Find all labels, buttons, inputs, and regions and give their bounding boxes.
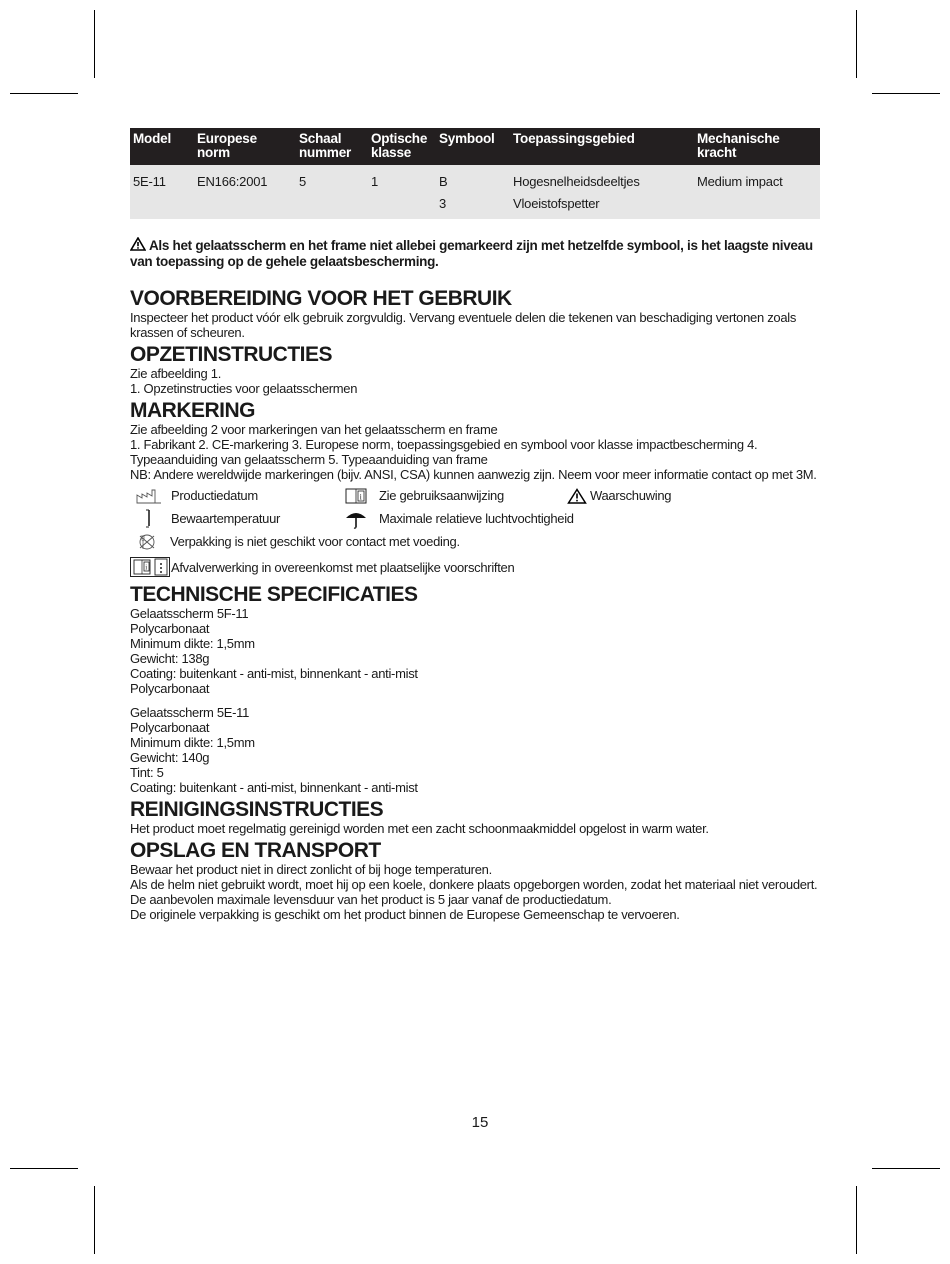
svg-text:i: i [145, 563, 147, 572]
cell-symbol: B 3 [436, 165, 510, 219]
section-title: VOORBEREIDING VOOR HET GEBRUIK [130, 287, 512, 310]
header-optical-class: Optische klasse [368, 128, 436, 165]
symbol-row [130, 507, 820, 530]
page-content [130, 128, 820, 922]
symbol-row [130, 484, 820, 507]
symbol-row [130, 530, 820, 553]
section-line: De originele verpakking is geschikt om het product binnen de Europese Gemeenschap te vervoeren. [130, 907, 680, 922]
symbol-humidity: Maximale relatieve luchtvochtigheid [345, 509, 574, 529]
cell-norm: EN166:2001 [194, 165, 296, 219]
umbrella-icon [345, 509, 367, 529]
crop-mark [872, 93, 940, 94]
symbol-production-date: Productiedatum [130, 488, 345, 504]
section-cleaning [130, 799, 820, 836]
spec-line: Gewicht: 140g [130, 750, 210, 765]
spec-table [130, 128, 820, 219]
section-specs [130, 584, 820, 795]
warning-triangle-icon [130, 237, 146, 251]
header-scale: Schaal nummer [296, 128, 368, 165]
cell-optical-class: 1 [368, 165, 436, 219]
symbol-not-food: Verpakking is niet geschikt voor contact met voeding. [130, 532, 460, 552]
header-norm: Europese norm [194, 128, 296, 165]
table-header-row [130, 128, 820, 165]
section-title: OPSLAG EN TRANSPORT [130, 839, 381, 862]
crop-mark [856, 1186, 857, 1254]
cell-model: 5E-11 [130, 165, 194, 219]
disposal-icon [130, 556, 170, 578]
crop-mark [94, 1186, 95, 1254]
symbol-storage-temp: Bewaartemperatuur [130, 509, 345, 529]
section-line: NB: Andere wereldwijde markeringen (bijv. ANSI, CSA) kunnen aanwezig zijn. Neem voor meer informatie contact op met 3M. [130, 467, 817, 482]
crop-mark [872, 1168, 940, 1169]
svg-text:i: i [359, 492, 362, 501]
section-text: Inspecteer het product vóór elk gebruik zorgvuldig. Vervang eventuele delen die tekenen van beschadiging vertonen zoals krassen of scheuren. [130, 310, 797, 340]
table-row [130, 165, 820, 219]
header-application: Toepassingsgebied [510, 128, 694, 165]
factory-icon [136, 488, 162, 504]
section-title: TECHNISCHE SPECIFICATIES [130, 583, 418, 606]
header-model: Model [130, 128, 194, 165]
symbol-instructions: i Zie gebruiksaanwijzing [345, 488, 567, 504]
section-fitting [130, 344, 820, 396]
section-line: Bewaar het product niet in direct zonlicht of bij hoge temperaturen. [130, 862, 492, 877]
crop-mark [10, 1168, 78, 1169]
warning-triangle-icon [567, 488, 587, 504]
section-line: 1. Fabrikant 2. CE-markering 3. Europese norm, toepassingsgebied en symbool voor klasse impactbescherming 4. Typeaanduiding van gelaatsscherm 5. Typeaanduiding van frame [130, 437, 758, 467]
spec-line: Tint: 5 [130, 765, 164, 780]
crop-mark [10, 93, 78, 94]
warning-note [130, 237, 820, 270]
thermometer-icon [136, 509, 162, 529]
book-info-icon [345, 488, 367, 504]
spec-line: Minimum dikte: 1,5mm [130, 735, 255, 750]
cell-application: Hogesnelheidsdeeltjes Vloeistofspetter [510, 165, 694, 219]
spec-line: Gewicht: 138g [130, 651, 210, 666]
header-mechanical: Mechanische kracht [694, 128, 820, 165]
section-title: MARKERING [130, 399, 255, 422]
spec-line: Gelaatsscherm 5E-11 [130, 705, 250, 720]
symbol-disposal: i Afvalverwerking in overeenkomst met plaatselijke voorschriften [130, 556, 514, 578]
warning-text: Als het gelaatsscherm en het frame niet allebei gemarkeerd zijn met hetzelfde symbool, is het laagste niveau van toepassing op de gehele gelaatsbescherming. [130, 238, 813, 269]
section-marking [130, 400, 820, 581]
section-line: Zie afbeelding 1. [130, 366, 222, 381]
symbol-row [130, 553, 820, 581]
section-text: Het product moet regelmatig gereinigd worden met een zacht schoonmaakmiddel opgelost in warm water. [130, 821, 709, 836]
section-line: 1. Opzetinstructies voor gelaatsschermen [130, 381, 358, 396]
section-title: REINIGINGSINSTRUCTIES [130, 798, 384, 821]
section-title: OPZETINSTRUCTIES [130, 343, 333, 366]
glass-fork-crossed-icon [135, 532, 159, 552]
cell-mechanical: Medium impact [694, 165, 820, 219]
spec-line: Gelaatsscherm 5F-11 [130, 606, 249, 621]
crop-mark [94, 10, 95, 78]
cell-scale: 5 [296, 165, 368, 219]
section-preparation [130, 288, 820, 340]
spec-line: Minimum dikte: 1,5mm [130, 636, 255, 651]
symbol-warning: Waarschuwing [567, 488, 671, 504]
spec-line: Polycarbonaat [130, 681, 210, 696]
spec-line: Coating: buitenkant - anti-mist, binnenkant - anti-mist [130, 780, 418, 795]
page-number: 15 [471, 1114, 489, 1131]
section-line: De aanbevolen maximale levensduur van het product is 5 jaar vanaf de productiedatum. [130, 892, 612, 907]
section-line: Als de helm niet gebruikt wordt, moet hij op een koele, donkere plaats opgeborgen worden, zodat het materiaal niet veroudert. [130, 877, 818, 892]
spec-line: Polycarbonaat [130, 720, 210, 735]
crop-mark [856, 10, 857, 78]
section-line: Zie afbeelding 2 voor markeringen van het gelaatsscherm en frame [130, 422, 498, 437]
spec-line: Coating: buitenkant - anti-mist, binnenkant - anti-mist [130, 666, 418, 681]
header-symbol: Symbool [436, 128, 510, 165]
spec-line: Polycarbonaat [130, 621, 210, 636]
section-storage [130, 840, 820, 922]
